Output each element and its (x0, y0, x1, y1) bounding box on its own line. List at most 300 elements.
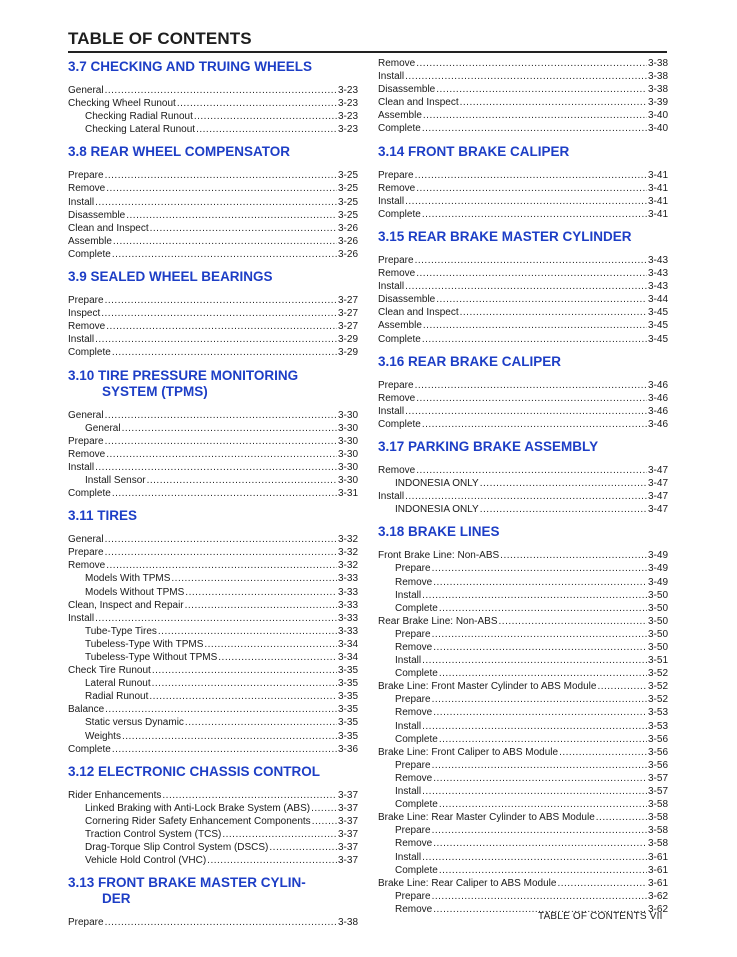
toc-entry[interactable] (378, 405, 668, 418)
section-title: TIRE PRESSURE MONITORING (98, 367, 299, 383)
section-heading[interactable] (68, 269, 358, 285)
dot-leader (597, 680, 647, 693)
toc-entry[interactable] (68, 730, 358, 743)
toc-entry[interactable] (68, 546, 358, 559)
toc-entry-page: 3-58 (647, 812, 668, 824)
toc-section (68, 764, 358, 874)
toc-entry-label: Complete (395, 799, 438, 811)
toc-entry-page: 3-37 (337, 815, 358, 827)
toc-entry[interactable] (68, 461, 358, 474)
dot-leader (105, 84, 337, 97)
toc-entry[interactable] (378, 319, 668, 332)
toc-entry[interactable] (378, 109, 668, 122)
toc-entry[interactable] (68, 196, 358, 209)
toc-right-column (378, 57, 668, 922)
toc-entry[interactable] (378, 418, 668, 431)
toc-entry-page: 3-37 (337, 829, 358, 841)
toc-entry[interactable] (378, 890, 668, 903)
toc-entry[interactable] (68, 802, 358, 815)
toc-entry-page: 3-25 (337, 209, 358, 221)
toc-entry[interactable] (68, 222, 358, 235)
toc-entry-page: 3-61 (647, 851, 668, 863)
toc-entry[interactable] (378, 122, 668, 135)
toc-entry[interactable] (378, 562, 668, 575)
toc-entry-page: 3-45 (647, 333, 668, 345)
toc-entry-label: Models With TPMS (85, 573, 171, 585)
dot-leader (126, 209, 337, 222)
section-title: CHECKING AND TRUING WHEELS (90, 59, 313, 74)
dot-leader (415, 379, 647, 392)
toc-entry-page: 3-30 (337, 461, 358, 473)
toc-entry[interactable] (378, 628, 668, 641)
toc-entry-label: Install (68, 334, 95, 346)
toc-entry[interactable] (378, 851, 668, 864)
dot-leader (105, 435, 337, 448)
toc-entry[interactable] (68, 815, 358, 828)
toc-entry-page: 3-26 (337, 235, 358, 247)
dot-leader (432, 759, 647, 772)
toc-entry-page: 3-57 (647, 786, 668, 798)
toc-entry-page: 3-58 (647, 825, 668, 837)
toc-entry[interactable] (68, 841, 358, 854)
toc-entry-page: 3-34 (337, 652, 358, 663)
dot-leader (439, 602, 647, 615)
toc-entry-label: Clean and Inspect (68, 222, 149, 234)
dot-leader (559, 746, 647, 759)
dot-leader (416, 464, 647, 477)
toc-entry[interactable] (378, 824, 668, 837)
toc-entry[interactable] (68, 651, 358, 664)
toc-entry[interactable] (378, 837, 668, 850)
section-heading[interactable] (68, 764, 358, 780)
toc-entry-label: Weights (85, 730, 121, 742)
toc-entry-page: 3-25 (337, 183, 358, 195)
section-number: 3.16 (378, 353, 405, 369)
toc-entry[interactable] (68, 248, 358, 261)
dot-leader (194, 110, 337, 123)
toc-entry[interactable] (378, 477, 668, 490)
toc-entry-page: 3-26 (337, 222, 358, 234)
dot-leader (422, 122, 647, 135)
section-number: 3.12 (68, 763, 95, 779)
toc-entry-page: 3-41 (647, 169, 668, 181)
dot-leader (460, 306, 647, 319)
toc-entry[interactable] (68, 110, 358, 123)
dot-leader (106, 559, 337, 572)
toc-entry-page: 3-33 (337, 586, 358, 598)
toc-entry-label: Checking Radial Runout (85, 111, 193, 123)
toc-entry-page: 3-56 (647, 733, 668, 745)
dot-leader (436, 293, 647, 306)
toc-entry[interactable] (68, 307, 358, 320)
toc-entry[interactable] (378, 811, 668, 824)
dot-leader (105, 703, 337, 716)
toc-entry[interactable] (378, 293, 668, 306)
toc-entry[interactable] (68, 625, 358, 638)
toc-entry[interactable] (68, 664, 358, 677)
toc-entry[interactable] (68, 572, 358, 585)
toc-entry-label: Static versus Dynamic (85, 717, 184, 729)
toc-entry-label: Front Brake Line: Non-ABS (378, 550, 500, 562)
toc-entry[interactable] (378, 392, 668, 405)
toc-entry-page: 3-23 (337, 85, 358, 96)
toc-entry[interactable] (378, 182, 668, 195)
toc-entry[interactable] (68, 690, 358, 703)
toc-entry-label: Assemble (378, 110, 422, 122)
toc-entry-label: Install (395, 589, 422, 601)
dot-leader (500, 549, 647, 562)
dot-leader (152, 677, 337, 690)
toc-entry-label: Brake Line: Front Caliper to ABS Module (378, 746, 559, 758)
toc-entry-label: Remove (68, 448, 106, 460)
toc-entry-page: 3-32 (337, 534, 358, 546)
toc-entry-label: Prepare (395, 825, 431, 837)
toc-entry-label: Prepare (378, 254, 414, 266)
toc-entry[interactable] (378, 549, 668, 562)
toc-entry-label: Complete (68, 488, 111, 500)
toc-entry[interactable] (68, 409, 358, 422)
toc-entry-label: Install (68, 196, 95, 208)
section-heading[interactable] (378, 354, 668, 370)
toc-entry[interactable] (68, 182, 358, 195)
toc-entry-page: 3-35 (337, 730, 358, 742)
toc-entry[interactable] (378, 602, 668, 615)
toc-entry[interactable] (378, 877, 668, 890)
toc-entry-label: Remove (378, 268, 416, 280)
toc-entry-label: INDONESIA ONLY (395, 478, 479, 490)
toc-entry-label: Lateral Runout (85, 678, 151, 690)
toc-section (378, 354, 668, 437)
toc-entry[interactable] (378, 733, 668, 746)
toc-entry-label: Remove (395, 707, 433, 719)
toc-entry-page: 3-49 (647, 563, 668, 575)
toc-entry-label: Install (378, 405, 405, 417)
toc-entry-page: 3-33 (337, 625, 358, 637)
toc-entry-page: 3-62 (647, 890, 668, 902)
toc-entry[interactable] (378, 169, 668, 182)
section-heading[interactable] (68, 144, 358, 160)
dot-leader (150, 222, 337, 235)
toc-entry-page: 3-40 (647, 123, 668, 135)
toc-entry[interactable] (378, 654, 668, 667)
toc-entry-label: Prepare (395, 628, 431, 640)
toc-entry-page: 3-37 (337, 842, 358, 854)
toc-entry[interactable] (68, 677, 358, 690)
toc-entry-page: 3-50 (647, 628, 668, 640)
toc-entry-label: Vehicle Hold Control (VHC) (85, 855, 207, 867)
dot-leader (185, 716, 337, 729)
dot-leader (432, 890, 647, 903)
toc-entry-page: 3-35 (337, 717, 358, 729)
toc-entry[interactable] (378, 680, 668, 693)
dot-leader (480, 477, 647, 490)
toc-entry-label: Install (395, 851, 422, 863)
dot-leader (105, 169, 337, 182)
toc-section (378, 144, 668, 227)
section-heading[interactable] (68, 59, 358, 75)
toc-entry-label: Tubeless-Type Without TPMS (85, 652, 218, 663)
toc-entry[interactable] (68, 294, 358, 307)
toc-entry-page: 3-38 (647, 58, 668, 69)
toc-entry-page: 3-38 (647, 71, 668, 83)
toc-entry-label: Complete (395, 602, 438, 614)
toc-entry-page: 3-47 (647, 478, 668, 490)
toc-entry[interactable] (378, 70, 668, 83)
toc-entry-label: Prepare (68, 170, 104, 182)
toc-entry[interactable] (378, 693, 668, 706)
toc-entry[interactable] (378, 57, 668, 70)
toc-entry[interactable] (378, 306, 668, 319)
toc-entry[interactable] (378, 280, 668, 293)
section-number: 3.8 (68, 144, 87, 160)
toc-entry[interactable] (378, 667, 668, 680)
toc-entry[interactable] (378, 759, 668, 772)
toc-entry[interactable] (68, 169, 358, 182)
toc-entry-label: Drag-Torque Slip Control System (DSCS) (85, 842, 269, 854)
toc-section (68, 59, 358, 142)
dot-leader (106, 448, 337, 461)
toc-section (378, 524, 668, 922)
toc-entry-label: Remove (68, 560, 106, 572)
toc-entry[interactable] (68, 599, 358, 612)
section-number: 3.14 (378, 143, 405, 159)
toc-entry[interactable] (68, 235, 358, 248)
toc-entry[interactable] (378, 706, 668, 719)
toc-entry-page: 3-46 (647, 392, 668, 404)
toc-entry-label: Check Tire Runout (68, 665, 151, 677)
toc-entry-label: Disassemble (378, 84, 436, 96)
toc-section-continued (378, 57, 668, 142)
toc-entry-label: Install (378, 71, 405, 83)
toc-entry[interactable] (378, 208, 668, 221)
toc-entry[interactable] (378, 379, 668, 392)
toc-entry[interactable] (68, 333, 358, 346)
dot-leader (422, 333, 647, 346)
toc-entry[interactable] (68, 422, 358, 435)
toc-entry-page: 3-29 (337, 334, 358, 346)
section-title: SEALED WHEEL BEARINGS (90, 269, 273, 285)
toc-entry-label: Tubeless-Type With TPMS (85, 638, 204, 650)
dot-leader (460, 96, 647, 109)
toc-entry-label: Complete (378, 418, 421, 430)
toc-entry-label: Remove (395, 903, 433, 915)
toc-entry-page: 3-43 (647, 281, 668, 293)
dot-leader (95, 196, 337, 209)
toc-entry-label: General (68, 85, 104, 96)
toc-entry-label: Install (68, 612, 95, 624)
dot-leader (105, 546, 337, 559)
toc-entry-page: 3-27 (337, 308, 358, 320)
toc-entry[interactable] (68, 84, 358, 97)
toc-entry[interactable] (68, 916, 358, 929)
toc-entry-page: 3-30 (337, 474, 358, 486)
toc-entry[interactable] (378, 576, 668, 589)
toc-entry[interactable] (68, 435, 358, 448)
dot-leader (433, 772, 647, 785)
dot-leader (152, 664, 337, 677)
dot-leader (422, 208, 647, 221)
toc-entry-label: Prepare (68, 917, 104, 929)
toc-entry-page: 3-29 (337, 347, 358, 359)
section-heading[interactable] (378, 524, 668, 540)
toc-entry-page: 3-27 (337, 321, 358, 333)
toc-entry-page: 3-46 (647, 418, 668, 430)
toc-entry[interactable] (68, 743, 358, 756)
toc-entry[interactable] (378, 746, 668, 759)
toc-entry[interactable] (378, 267, 668, 280)
toc-entry[interactable] (68, 716, 358, 729)
toc-entry-label: Install Sensor (85, 474, 146, 486)
toc-entry-page: 3-56 (647, 746, 668, 758)
section-heading[interactable] (68, 508, 358, 524)
toc-entry-label: Clean and Inspect (378, 97, 459, 109)
toc-entry[interactable] (378, 785, 668, 798)
section-number: 3.7 (68, 59, 87, 74)
toc-entry[interactable] (378, 83, 668, 96)
dot-leader (433, 837, 647, 850)
toc-entry-label: INDONESIA ONLY (395, 504, 479, 516)
dot-leader (112, 346, 337, 359)
toc-entry-label: Cornering Rider Safety Enhancement Components (85, 815, 311, 827)
section-heading[interactable] (378, 229, 668, 245)
toc-entry-page: 3-49 (647, 576, 668, 588)
dot-leader (422, 418, 647, 431)
toc-section (68, 269, 358, 365)
toc-entry[interactable] (378, 615, 668, 628)
dot-leader (207, 854, 337, 867)
toc-entry[interactable] (378, 333, 668, 346)
dot-leader (439, 798, 647, 811)
toc-entry[interactable] (68, 559, 358, 572)
toc-entry[interactable] (378, 641, 668, 654)
dot-leader (106, 320, 337, 333)
section-heading[interactable] (378, 439, 668, 455)
dot-leader (122, 422, 337, 435)
dot-leader (433, 641, 647, 654)
section-heading[interactable] (68, 368, 358, 400)
dot-leader (416, 57, 647, 70)
toc-entry-page: 3-51 (647, 655, 668, 667)
toc-entry[interactable] (378, 720, 668, 733)
dot-leader (422, 851, 647, 864)
toc-entry-page: 3-40 (647, 110, 668, 122)
dot-leader (95, 612, 337, 625)
toc-entry-label: Tube-Type Tires (85, 625, 157, 637)
toc-entry[interactable] (68, 448, 358, 461)
toc-entry-label: Complete (378, 123, 421, 135)
toc-left-column (68, 57, 358, 935)
toc-entry-page: 3-23 (337, 111, 358, 123)
toc-entry[interactable] (68, 346, 358, 359)
toc-entry[interactable] (378, 464, 668, 477)
toc-entry[interactable] (378, 798, 668, 811)
toc-entry-page: 3-61 (647, 877, 668, 889)
toc-entry-label: Radial Runout (85, 691, 149, 703)
toc-entry-page: 3-32 (337, 547, 358, 559)
toc-entry[interactable] (68, 828, 358, 841)
dot-leader (423, 109, 647, 122)
dot-leader (112, 487, 337, 500)
toc-entry[interactable] (68, 533, 358, 546)
dot-leader (433, 706, 647, 719)
toc-entry-label: Complete (68, 743, 111, 755)
toc-entry-label: Install (395, 720, 422, 732)
dot-leader (596, 811, 647, 824)
toc-entry-label: Complete (68, 347, 111, 359)
toc-entry-label: General (85, 422, 121, 434)
dot-leader (499, 615, 647, 628)
dot-leader (312, 815, 337, 828)
toc-entry[interactable] (378, 772, 668, 785)
toc-entry-label: Remove (68, 183, 106, 195)
dot-leader (416, 392, 647, 405)
dot-leader (222, 828, 337, 841)
section-title-continued: DER (102, 891, 131, 907)
toc-entry[interactable] (68, 97, 358, 110)
toc-entry-page: 3-56 (647, 759, 668, 771)
toc-entry[interactable] (378, 864, 668, 877)
toc-entry[interactable] (68, 487, 358, 500)
toc-entry-page: 3-30 (337, 409, 358, 421)
toc-entry[interactable] (68, 703, 358, 716)
toc-entry-page: 3-33 (337, 573, 358, 585)
toc-entry-page: 3-43 (647, 254, 668, 266)
toc-entry[interactable] (68, 789, 358, 802)
toc-entry[interactable] (68, 854, 358, 867)
toc-entry-page: 3-47 (647, 504, 668, 516)
toc-entry-label: Remove (395, 838, 433, 850)
toc-entry[interactable] (378, 254, 668, 267)
toc-entry-page: 3-37 (337, 802, 358, 814)
section-heading[interactable] (378, 144, 668, 160)
toc-entry-page: 3-39 (647, 97, 668, 109)
toc-entry-page: 3-33 (337, 599, 358, 611)
toc-entry-label: Assemble (68, 235, 112, 247)
toc-entry[interactable] (378, 503, 668, 516)
toc-entry[interactable] (68, 586, 358, 599)
toc-entry[interactable] (378, 96, 668, 109)
toc-entry-page: 3-53 (647, 707, 668, 719)
section-heading[interactable] (68, 875, 358, 907)
toc-entry-label: Prepare (68, 435, 104, 447)
toc-entry[interactable] (68, 474, 358, 487)
toc-entry-label: Remove (378, 464, 416, 476)
toc-entry-label: General (68, 409, 104, 421)
toc-entry-page: 3-36 (337, 743, 358, 755)
toc-entry[interactable] (68, 209, 358, 222)
toc-entry-label: Install (68, 461, 95, 473)
toc-entry[interactable] (68, 320, 358, 333)
toc-entry-page: 3-35 (337, 678, 358, 690)
toc-entry[interactable] (68, 612, 358, 625)
toc-entry[interactable] (68, 638, 358, 651)
dot-leader (112, 743, 337, 756)
toc-entry-page: 3-46 (647, 379, 668, 391)
dot-leader (105, 409, 337, 422)
toc-entry-label: Complete (395, 733, 438, 745)
dot-leader (405, 195, 647, 208)
section-title: ELECTRONIC CHASSIS CONTROL (98, 763, 321, 779)
toc-entry-label: Prepare (395, 759, 431, 771)
toc-entry-label: Install (378, 491, 405, 503)
toc-section (68, 508, 358, 762)
toc-entry[interactable] (378, 589, 668, 602)
toc-entry[interactable] (378, 195, 668, 208)
toc-entry-page: 3-50 (647, 615, 668, 627)
dot-leader (415, 254, 647, 267)
toc-entry[interactable] (68, 123, 358, 136)
toc-entry[interactable] (378, 490, 668, 503)
